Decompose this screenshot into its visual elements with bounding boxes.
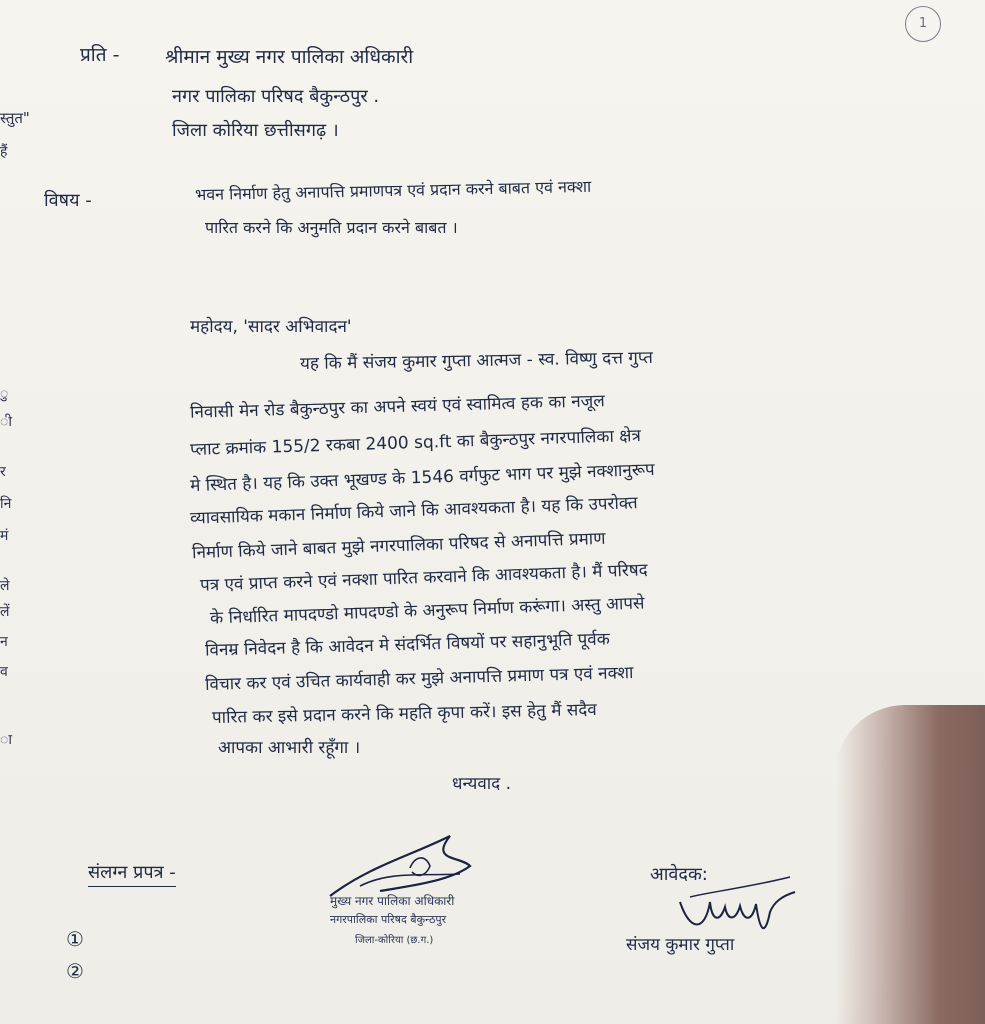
subject-label: विषय - xyxy=(44,190,92,211)
body-line: यह कि मैं संजय कुमार गुप्ता आत्मज - स्व. विष्णु दत्त गुप्त xyxy=(299,347,653,375)
enclosure-label: संलग्न प्रपत्र - xyxy=(88,862,176,887)
margin-fragment: ा xyxy=(0,732,12,748)
margin-fragment: ी xyxy=(0,414,12,430)
body-line: निर्माण किये जाने बाबत मुझे नगरपालिका परिषद से अनापत्ति प्रमाण xyxy=(191,528,606,564)
body-line: पारित कर इसे प्रदान करने कि महति कृपा करें। इस हेतु मैं सदैव xyxy=(211,699,597,729)
margin-fragment: स्तुत" xyxy=(0,109,30,127)
photo-shadow xyxy=(835,705,985,1024)
enclosure-item: ② xyxy=(66,959,84,983)
body-line: विचार कर एवं उचित कार्यवाही कर मुझे अनापत्ति प्रमाण पत्र एवं नक्शा xyxy=(204,663,634,695)
subject-line-1: भवन निर्माण हेतु अनापत्ति प्रमाणपत्र एवं प्रदान करने बाबत एवं नक्शा xyxy=(194,176,592,205)
margin-fragment: मं xyxy=(0,528,9,544)
subject-line-2: पारित करने कि अनुमति प्रदान करने बाबत । xyxy=(205,218,458,237)
salutation: महोदय, 'सादर अभिवादन' xyxy=(190,317,352,337)
body-line: प्लाट क्रमांक 155/2 रकबा 2400 sq.ft का बैकुन्ठपुर नगरपालिका क्षेत्र xyxy=(189,425,642,461)
address-line-3: जिला कोरिया छत्तीसगढ़ । xyxy=(172,120,339,141)
stamp-line-3: जिला-कोरिया (छ.ग.) xyxy=(355,935,434,946)
stamp-line-1: मुख्य नगर पालिका अधिकारी xyxy=(330,894,455,908)
enclosure-item: ① xyxy=(66,927,84,951)
thanks: धन्यवाद . xyxy=(452,774,512,794)
body-line: व्यावसायिक मकान निर्माण किये जाने कि आवश्यकता है। यह कि उपरोक्त xyxy=(189,493,638,529)
margin-fragment: ले xyxy=(0,578,10,594)
applicant-label: आवेदक: xyxy=(650,864,708,885)
margin-fragment: नि xyxy=(0,496,12,512)
body-line: विनम्र निवेदन है कि आवेदन मे संदर्भित विषयों पर सहानुभूति पूर्वक xyxy=(204,629,611,661)
margin-fragment: हैं xyxy=(0,144,8,160)
margin-fragment: व xyxy=(0,664,8,680)
body-line: के निर्धारित मापदण्डो मापदण्डो के अनुरूप निर्माण करूंगा। अस्तु आपसे xyxy=(209,593,645,629)
body-line: पत्र एवं प्राप्त करने एवं नक्शा पारित करवाने कि आवश्यकता है। मैं परिषद xyxy=(199,560,648,596)
body-line: मे स्थित है। यह कि उक्त भूखण्ड के 1546 वर्गफुट भाग पर मुझे नक्शानुरूप xyxy=(189,459,656,497)
margin-fragment: न xyxy=(0,634,8,650)
applicant-name: संजय कुमार गुप्ता xyxy=(626,935,735,955)
margin-fragment: र xyxy=(0,464,6,480)
body-line: निवासी मेन रोड बैकुन्ठपुर का अपने स्वयं एवं स्वामित्व हक का नजूल xyxy=(189,391,606,423)
body-line: आपका आभारी रहूँगा । xyxy=(218,738,361,758)
applicant-signature xyxy=(670,872,800,942)
address-line-1: श्रीमान मुख्य नगर पालिका अधिकारी xyxy=(165,46,414,68)
address-prefix: प्रति - xyxy=(80,44,120,66)
stamp-line-2: नगरपालिका परिषद बैकुन्ठपुर xyxy=(330,913,447,926)
address-line-2: नगर पालिका परिषद बैकुन्ठपुर . xyxy=(172,86,380,107)
page-number: 1 xyxy=(905,6,941,42)
margin-fragment: लें xyxy=(0,604,10,620)
margin-fragment: ु xyxy=(0,386,9,402)
